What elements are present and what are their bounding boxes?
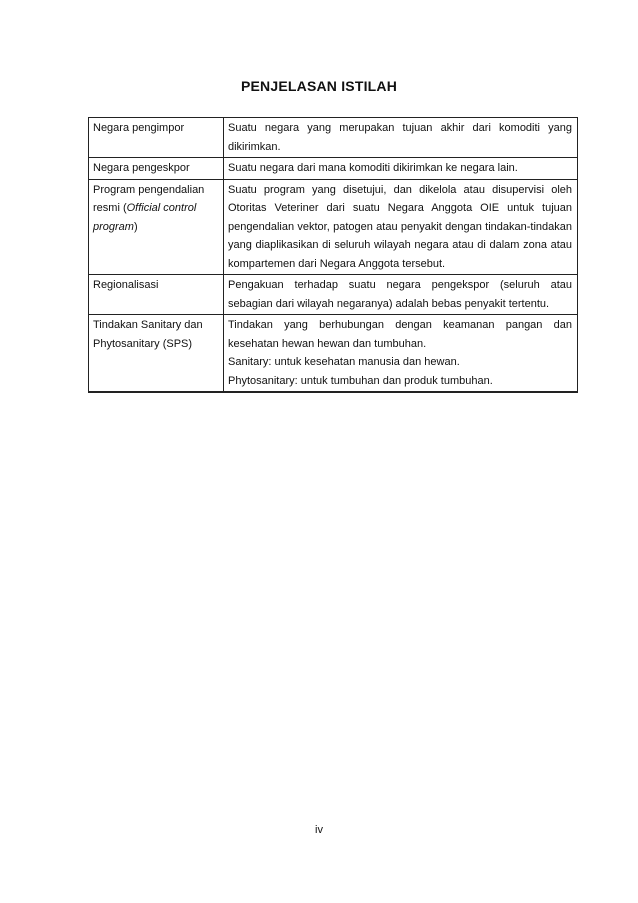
term-cell: Tindakan Sanitary dan Phytosanitary (SPS) bbox=[89, 315, 224, 393]
definition-cell bbox=[224, 158, 578, 180]
definition-text: Suatu negara yang merupakan tujuan akhir dari komoditi yang dikirimkan. bbox=[228, 122, 572, 153]
definition-text: Tindakan yang berhubungan dengan keamanan pangan dan kesehatan hewan hewan dan tumbuhan. bbox=[228, 319, 572, 350]
term-suffix: ) bbox=[133, 220, 138, 233]
definition-text-phytosanitary: Phytosanitary: untuk tumbuhan dan produk tumbuhan. bbox=[228, 374, 493, 387]
definition-text-sanitary: Sanitary: untuk kesehatan manusia dan hewan. bbox=[228, 356, 460, 368]
table-row bbox=[89, 315, 578, 393]
definition-cell bbox=[224, 118, 578, 158]
definition-cell bbox=[224, 315, 578, 393]
table-row bbox=[89, 179, 578, 275]
glossary-table bbox=[88, 117, 578, 393]
term-cell: Regionalisasi bbox=[89, 275, 224, 315]
definition-cell bbox=[224, 275, 578, 315]
page-number: iv bbox=[315, 824, 323, 836]
definition-text: Pengakuan terhadap suatu negara pengekspor (seluruh atau sebagian dari wilayah negaranya) adalah bebas penyakit tertentu. bbox=[228, 279, 572, 310]
term-prefix: Program pengendalian resmi ( bbox=[93, 183, 205, 214]
table-row bbox=[89, 275, 578, 315]
table-row bbox=[89, 118, 578, 158]
term-cell bbox=[89, 179, 224, 275]
table-row bbox=[89, 158, 578, 180]
term-cell: Negara pengeskpor bbox=[89, 158, 224, 180]
definition-text: Suatu negara dari mana komoditi dikirimkan ke negara lain. bbox=[228, 162, 518, 174]
term-italic: Official control program bbox=[93, 202, 197, 233]
definition-cell bbox=[224, 179, 578, 275]
page-title: PENJELASAN ISTILAH bbox=[240, 78, 398, 94]
definition-text: Suatu program yang disetujui, dan dikelola atau disupervisi oleh Otoritas Veteriner dari suatu Negara Anggota OIE untuk tujuan pengendalian vektor, patogen atau penyakit dengan tindakan-tindakan yang diaplikasikan di seluruh wilayah negara atau di dalam zona atau kompartemen dari Negara Anggota tersebut. bbox=[228, 183, 572, 270]
term-cell: Negara pengimpor bbox=[89, 118, 224, 158]
